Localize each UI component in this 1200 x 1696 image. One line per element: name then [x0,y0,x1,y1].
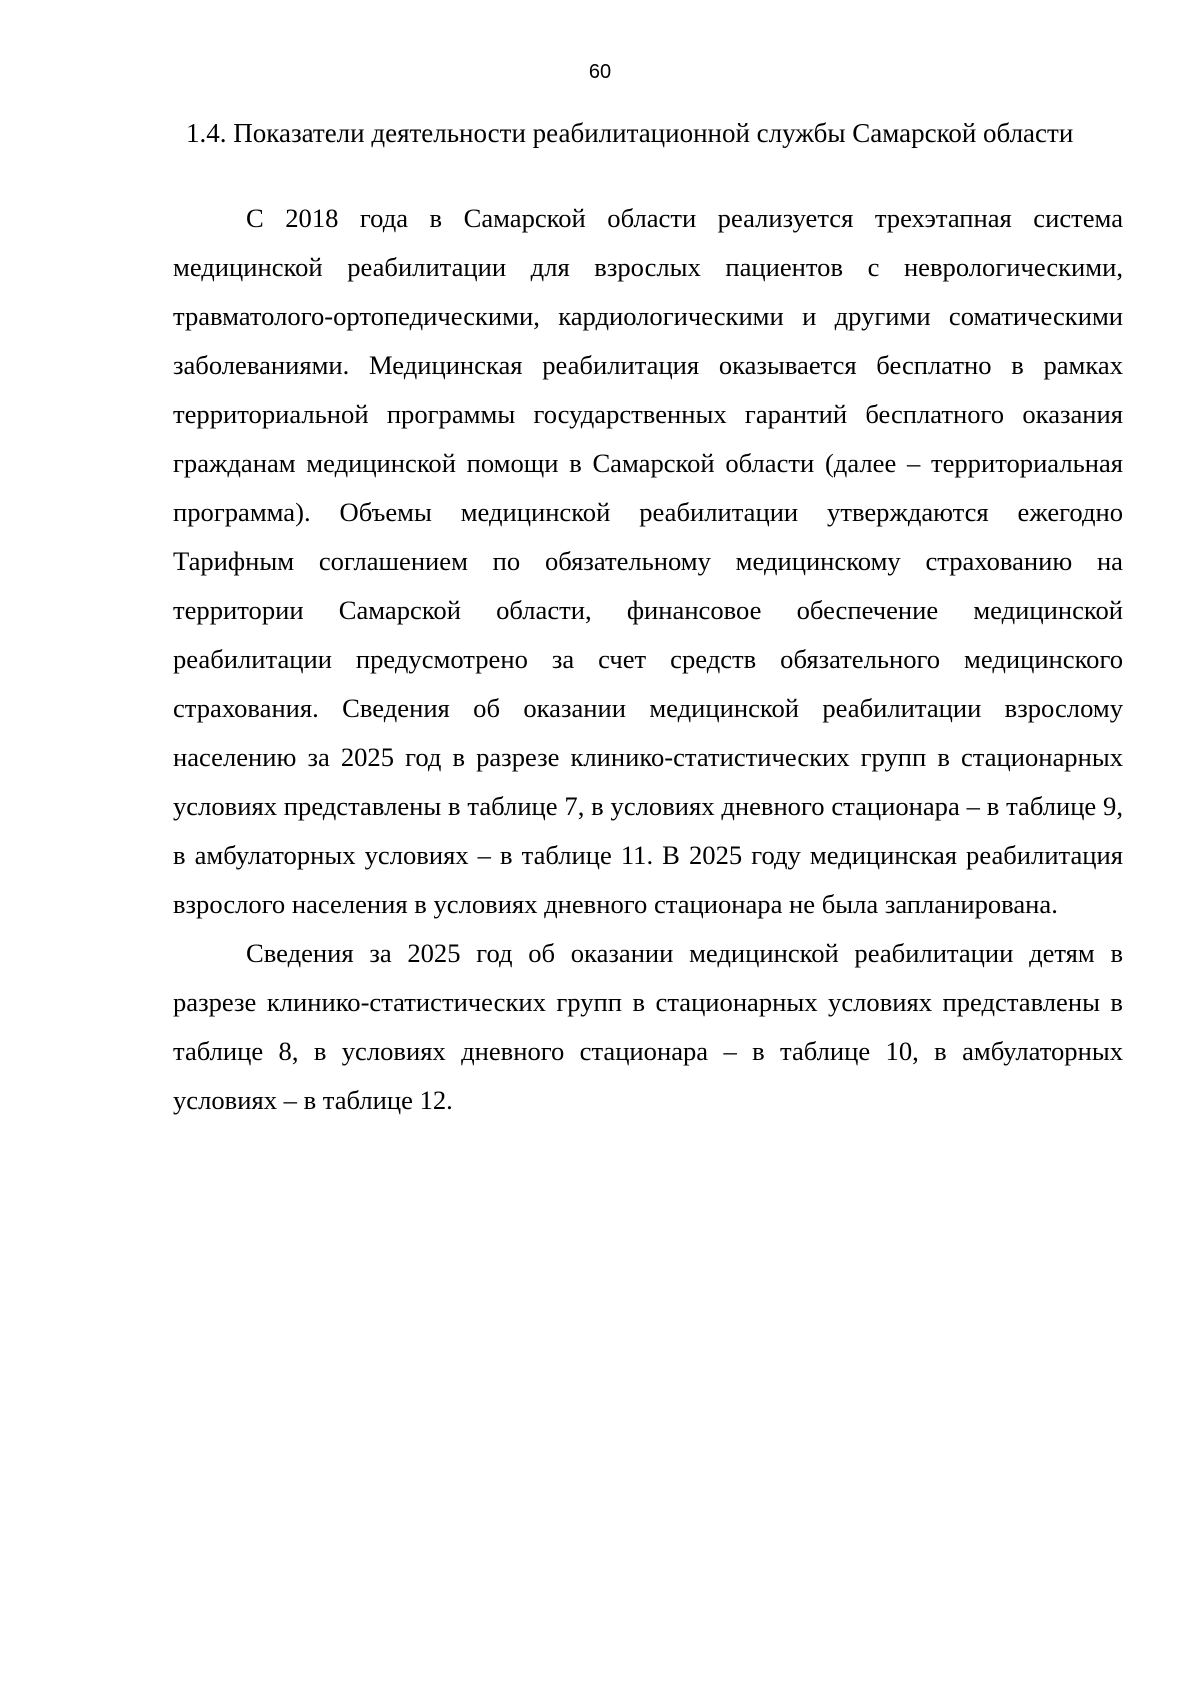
paragraph-1: С 2018 года в Самарской области реализуется трехэтапная система медицинской реабилитации для взрослых пациентов с неврологическими, травматолого-ортопедическими, кардиологическими и другими соматическими заболеваниями. Медицинская реабилитация оказывается бесплатно в рамках территориальной программы государственных гарантий бесплатного оказания гражданам медицинской помощи в Самарской области (далее – территориальная программа). Объемы медицинской реабилитации утверждаются ежегодно Тарифным соглашением по обязательному медицинскому страхованию на территории Самарской области, финансовое обеспечение медицинской реабилитации предусмотрено за счет средств обязательного медицинского страхования. Сведения об оказании медицинской реабилитации взрослому населению за 2025 год в разрезе клинико-статистических групп в стационарных условиях представлены в таблице 7, в условиях дневного стационара – в таблице 9, в амбулаторных условиях – в таблице 11. В 2025 году медицинская реабилитация взрослого населения в условиях дневного стационара не была запланирована. [173,203,1123,919]
section-title: 1.4. Показатели деятельности реабилитационной службы Самарской области [186,118,1074,148]
page-number: 60 [588,61,612,83]
paragraph-2: Сведения за 2025 год об оказании медицинской реабилитации детям в разрезе клинико-статистических групп в стационарных условиях представлены в таблице 8, в условиях дневного стационара – в таблице 10, в амбулаторных условиях – в таблице 12. [173,938,1123,1115]
body-text [173,194,1123,1125]
